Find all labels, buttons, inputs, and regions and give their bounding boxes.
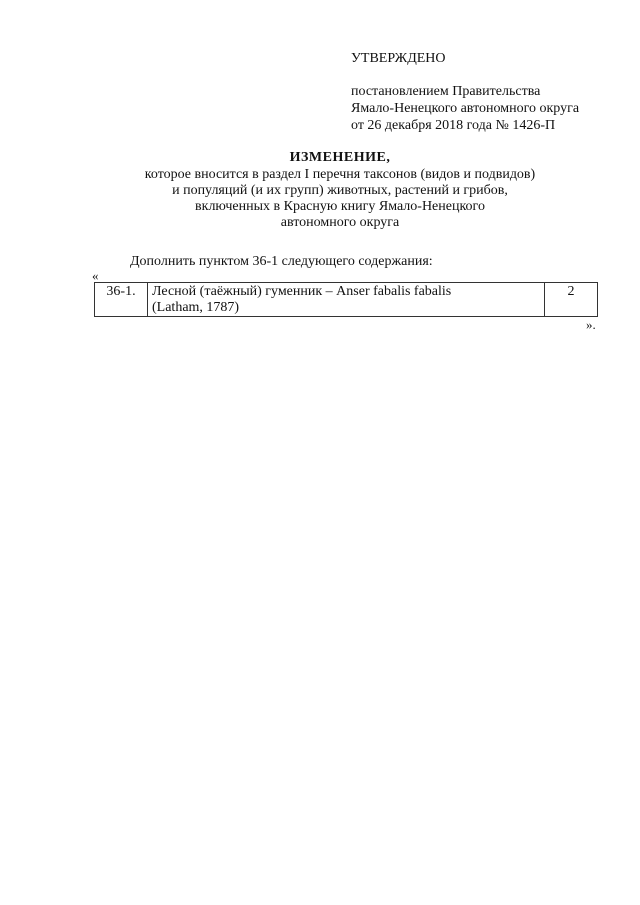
approval-stamp: УТВЕРЖДЕНО — [351, 51, 446, 66]
open-quote: « — [92, 268, 99, 283]
insert-table — [94, 282, 598, 317]
document-title: ИЗМЕНЕНИЕ, — [289, 150, 391, 165]
approval-block — [351, 50, 611, 134]
header-line-3: включенных в Красную книгу Ямало-Ненецкого — [195, 199, 485, 214]
document-header — [60, 150, 620, 231]
intro-paragraph: Дополнить пунктом 36-1 следующего содержания: — [130, 254, 433, 269]
approval-line-3: от 26 декабря 2018 года № 1426-П — [351, 118, 556, 133]
header-line-4: автономного округа — [280, 215, 400, 230]
table-row — [95, 283, 598, 317]
header-line-1: которое вносится в раздел I перечня таксонов (видов и подвидов) — [144, 167, 536, 182]
close-quote: ». — [586, 317, 596, 332]
row-category: 2 — [545, 283, 598, 317]
header-line-2: и популяций (и их групп) животных, растений и грибов, — [172, 183, 508, 198]
species-name-line-1: Лесной (таёжный) гуменник – Anser fabalis fabalis — [152, 284, 452, 299]
approval-line-1: постановлением Правительства — [351, 84, 541, 99]
species-name-line-2: (Latham, 1787) — [152, 300, 240, 315]
row-number: 36-1. — [95, 283, 148, 317]
row-species-name — [148, 283, 545, 317]
approval-line-2: Ямало-Ненецкого автономного округа — [351, 101, 580, 116]
